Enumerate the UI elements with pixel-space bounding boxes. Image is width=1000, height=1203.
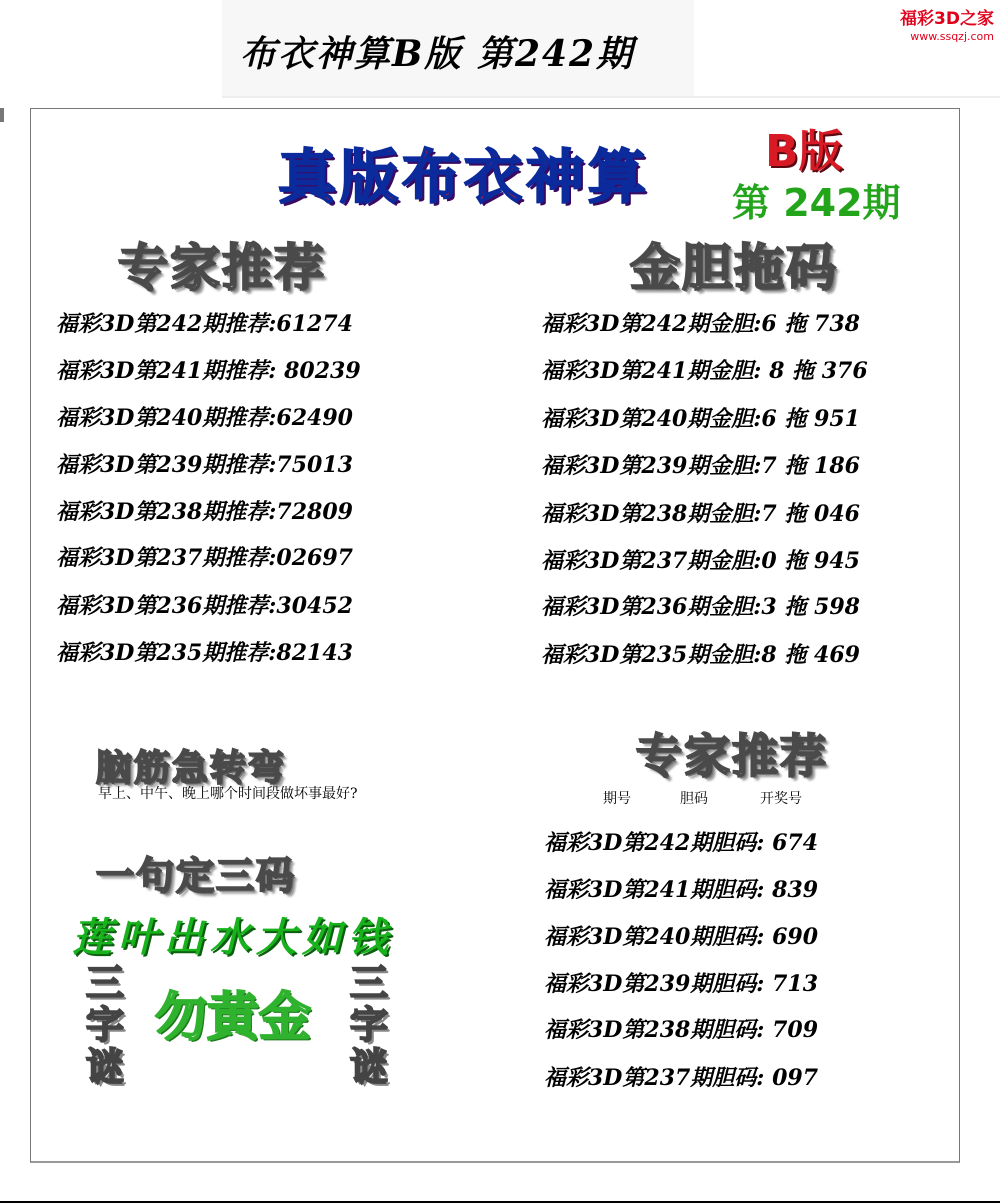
dan-row: 福彩3D第237期胆码: 097: [544, 1065, 819, 1091]
char: 字: [349, 1003, 388, 1047]
char: 谜: [349, 1045, 388, 1089]
dan-row: 福彩3D第241期胆码: 839: [544, 877, 819, 903]
expert-row: 福彩3D第241期推荐: 80239: [56, 358, 361, 384]
page-title: 布衣神算B版 第242期: [240, 33, 635, 75]
dan-row: 福彩3D第238期胆码: 709: [544, 1017, 819, 1043]
gold-dan-heading: 金胆拖码: [630, 239, 838, 297]
brand-name: 福彩3D之家: [900, 9, 994, 29]
divider: [222, 96, 1000, 98]
char: 字: [85, 1003, 124, 1047]
left-vertical-label: [82, 962, 128, 1088]
one-line-phrase: 莲叶出水大如钱: [72, 914, 394, 961]
char: 谜: [85, 1045, 124, 1089]
expert-heading: 专家推荐: [118, 239, 326, 297]
brand-logo[interactable]: [900, 4, 994, 43]
one-line-heading: 一句定三码: [96, 854, 297, 898]
expert-row: 福彩3D第240期推荐:62490: [56, 405, 353, 431]
gold-row: 福彩3D第235期金胆:8 拖 469: [541, 642, 860, 668]
riddle-question: 早上、中午、晚上哪个时间段做坏事最好?: [98, 786, 358, 802]
dan-row: 福彩3D第240期胆码: 690: [544, 924, 819, 950]
riddle-center-text: 勿黄金: [155, 988, 312, 1048]
char: 三: [85, 961, 124, 1005]
right-vertical-label: [346, 962, 392, 1088]
issue-number: 第 242期: [732, 181, 901, 225]
gold-row: 福彩3D第242期金胆:6 拖 738: [541, 311, 860, 337]
gold-row: 福彩3D第241期金胆: 8 拖 376: [541, 358, 868, 384]
expert-row: 福彩3D第235期推荐:82143: [56, 640, 353, 666]
brand-url[interactable]: www.ssqzj.com: [910, 30, 994, 43]
gold-row: 福彩3D第237期金胆:0 拖 945: [541, 548, 860, 574]
expert-row: 福彩3D第236期推荐:30452: [56, 593, 353, 619]
gold-row: 福彩3D第236期金胆:3 拖 598: [541, 594, 860, 620]
dan-row: 福彩3D第239期胆码: 713: [544, 971, 819, 997]
main-heading: 真版布衣神算: [278, 143, 651, 211]
expert2-heading: 专家推荐: [636, 729, 828, 783]
col-header-draw: 开奖号: [760, 791, 802, 807]
expert-row: 福彩3D第239期推荐:75013: [56, 452, 353, 478]
expert-row: 福彩3D第242期推荐:61274: [56, 311, 353, 337]
gold-row: 福彩3D第239期金胆:7 拖 186: [541, 453, 860, 479]
gold-row: 福彩3D第238期金胆:7 拖 046: [541, 501, 860, 527]
frame-tick: [0, 108, 4, 122]
version-badge: B版: [765, 126, 843, 177]
expert-row: 福彩3D第237期推荐:02697: [56, 545, 353, 571]
riddle-heading: 脑筋急转弯: [96, 748, 287, 789]
dan-row: 福彩3D第242期胆码: 674: [544, 830, 819, 856]
col-header-issue: 期号: [603, 791, 631, 807]
col-header-dan: 胆码: [680, 791, 708, 807]
gold-row: 福彩3D第240期金胆:6 拖 951: [541, 406, 860, 432]
expert-row: 福彩3D第238期推荐:72809: [56, 499, 353, 525]
char: 三: [349, 961, 388, 1005]
